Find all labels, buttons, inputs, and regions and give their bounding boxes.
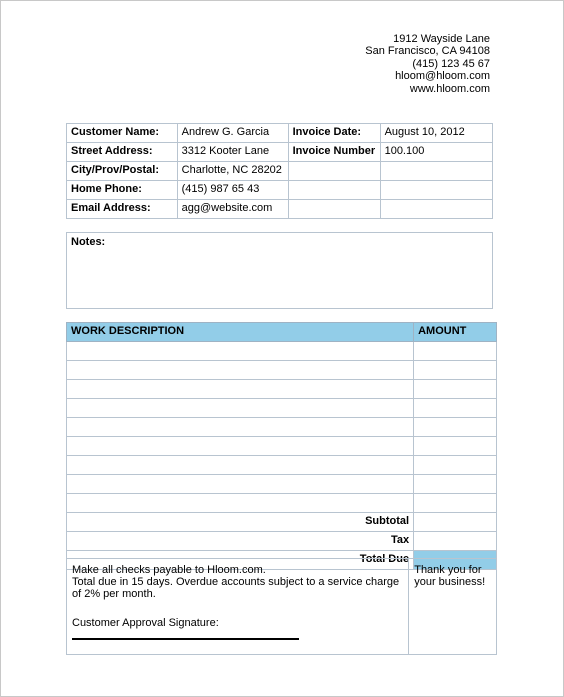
- customer-name-value[interactable]: Andrew G. Garcia: [177, 124, 288, 143]
- terms-line: Total due in 15 days. Overdue accounts subject to a service charge of 2% per month.: [72, 576, 400, 600]
- description-cell[interactable]: [67, 437, 414, 456]
- table-row: [67, 181, 493, 200]
- street-address-label: Street Address:: [67, 143, 178, 162]
- empty-cell[interactable]: [380, 181, 492, 200]
- table-row: [67, 380, 497, 399]
- thank-you-cell: [409, 559, 497, 655]
- street-address-value[interactable]: 3312 Kooter Lane: [177, 143, 288, 162]
- empty-cell[interactable]: [288, 162, 380, 181]
- customer-name-label: Customer Name:: [67, 124, 178, 143]
- empty-cell[interactable]: [380, 162, 492, 181]
- table-row: [67, 418, 497, 437]
- signature-line[interactable]: [72, 638, 299, 640]
- amount-cell[interactable]: [414, 494, 497, 513]
- table-row: [67, 162, 493, 181]
- payable-line: Make all checks payable to Hloom.com.: [72, 564, 266, 576]
- table-row: [67, 456, 497, 475]
- description-cell[interactable]: [67, 361, 414, 380]
- description-cell[interactable]: [67, 456, 414, 475]
- invoice-number-label: Invoice Number: [288, 143, 380, 162]
- city-value[interactable]: Charlotte, NC 28202: [177, 162, 288, 181]
- payment-terms-cell: [67, 559, 409, 655]
- table-row: [67, 559, 497, 655]
- signature-label: Customer Approval Signature:: [72, 617, 219, 629]
- tax-value[interactable]: [414, 532, 497, 551]
- description-cell[interactable]: [67, 418, 414, 437]
- description-cell[interactable]: [67, 475, 414, 494]
- subtotal-value[interactable]: [414, 513, 497, 532]
- city-label: City/Prov/Postal:: [67, 162, 178, 181]
- email-address-label: Email Address:: [67, 200, 178, 219]
- sender-address-block: [365, 33, 490, 95]
- table-row: [67, 124, 493, 143]
- table-row: [67, 475, 497, 494]
- home-phone-label: Home Phone:: [67, 181, 178, 200]
- table-header-row: [67, 323, 497, 342]
- table-row: [67, 399, 497, 418]
- notes-label: Notes:: [71, 236, 106, 248]
- empty-cell[interactable]: [380, 200, 492, 219]
- notes-box[interactable]: [66, 232, 493, 309]
- work-description-table: [66, 322, 497, 570]
- table-row: [67, 494, 497, 513]
- sender-city: San Francisco, CA 94108: [365, 45, 490, 58]
- description-cell[interactable]: [67, 399, 414, 418]
- description-cell[interactable]: [67, 342, 414, 361]
- amount-header: AMOUNT: [414, 323, 497, 342]
- tax-row: [67, 532, 497, 551]
- table-row: [67, 437, 497, 456]
- footer-table: [66, 558, 497, 655]
- table-row: [67, 342, 497, 361]
- description-cell[interactable]: [67, 494, 414, 513]
- tax-label: Tax: [67, 532, 414, 551]
- customer-info-table: [66, 123, 493, 219]
- home-phone-value[interactable]: (415) 987 65 43: [177, 181, 288, 200]
- thank-you-text: Thank you for your business!: [414, 564, 486, 588]
- invoice-date-label: Invoice Date:: [288, 124, 380, 143]
- empty-cell[interactable]: [288, 181, 380, 200]
- sender-street: 1912 Wayside Lane: [393, 33, 490, 45]
- amount-cell[interactable]: [414, 437, 497, 456]
- email-address-value[interactable]: agg@website.com: [177, 200, 288, 219]
- table-row: [67, 361, 497, 380]
- amount-cell[interactable]: [414, 361, 497, 380]
- amount-cell[interactable]: [414, 418, 497, 437]
- amount-cell[interactable]: [414, 456, 497, 475]
- empty-cell[interactable]: [288, 200, 380, 219]
- sender-website: www.hloom.com: [409, 82, 490, 95]
- amount-cell[interactable]: [414, 399, 497, 418]
- amount-cell[interactable]: [414, 342, 497, 361]
- invoice-date-value[interactable]: August 10, 2012: [380, 124, 492, 143]
- work-description-header: WORK DESCRIPTION: [67, 323, 414, 342]
- subtotal-label: Subtotal: [67, 513, 414, 532]
- table-row: [67, 143, 493, 162]
- total-due-label: Total Due: [67, 551, 414, 570]
- invoice-number-value[interactable]: 100.100: [380, 143, 492, 162]
- description-cell[interactable]: [67, 380, 414, 399]
- sender-email: hloom@hloom.com: [395, 70, 490, 83]
- table-row: [67, 200, 493, 219]
- sender-phone: (415) 123 45 67: [412, 57, 490, 70]
- amount-cell[interactable]: [414, 475, 497, 494]
- subtotal-row: [67, 513, 497, 532]
- amount-cell[interactable]: [414, 380, 497, 399]
